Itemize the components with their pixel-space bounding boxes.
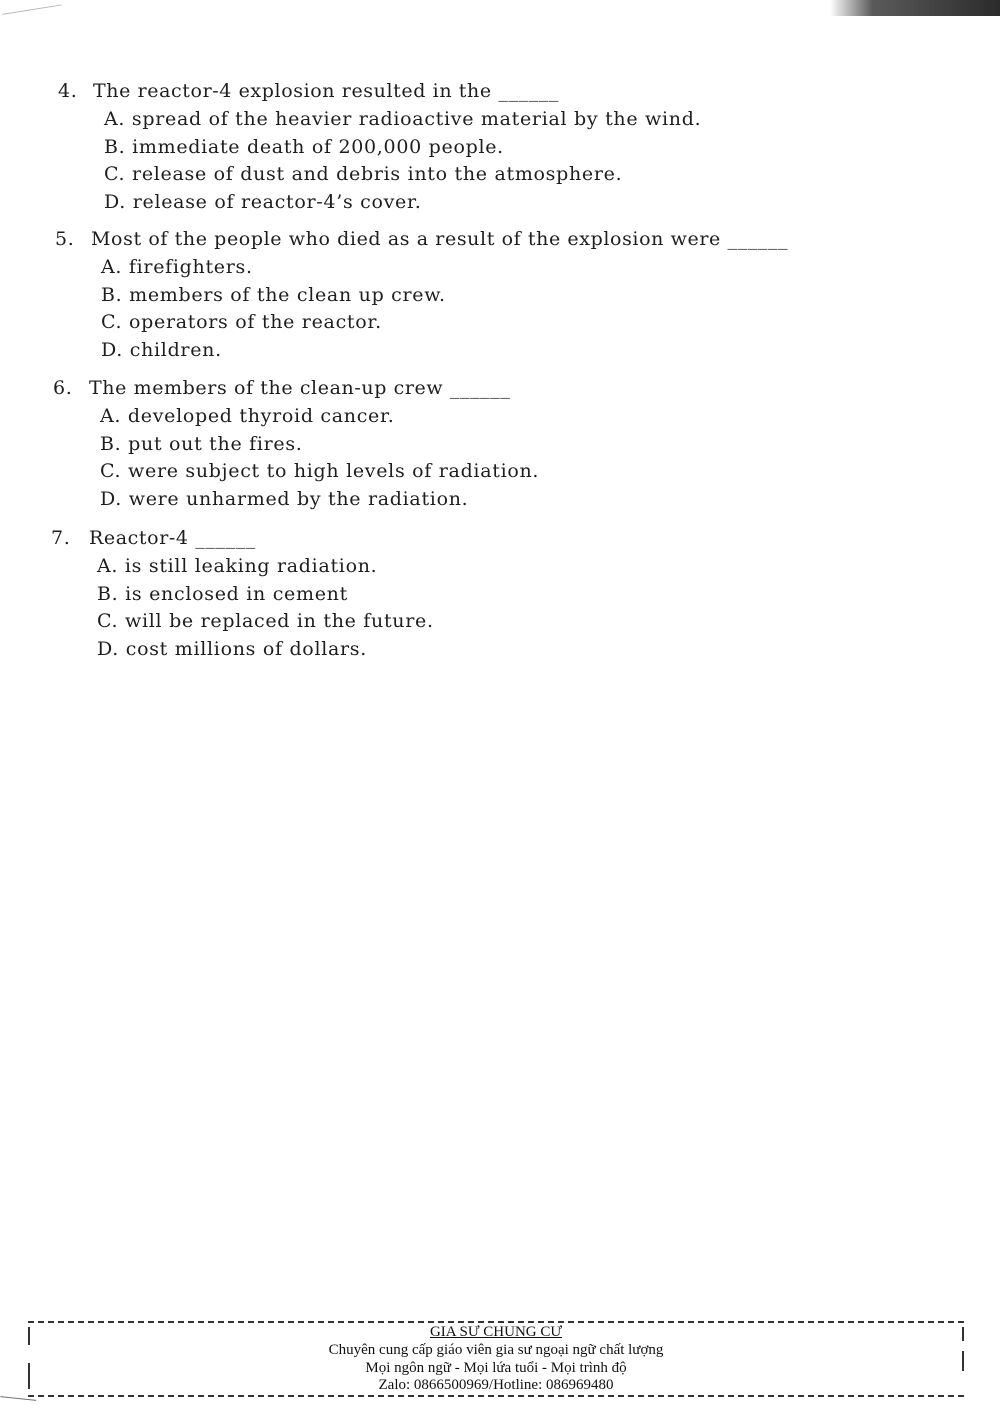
option-c: C. release of dust and debris into the atmosphere. (104, 163, 623, 185)
question-5 (0, 228, 900, 366)
scan-edge-mark (0, 1396, 36, 1407)
question-6 (0, 377, 900, 515)
option-c: C. will be replaced in the future. (97, 610, 434, 632)
footer-title: GIA SƯ CHUNG CƯ (429, 1324, 563, 1340)
question-stem: The members of the clean-up crew ______ (89, 377, 511, 399)
option-a: A. is still leaking radiation. (97, 555, 378, 577)
question-list (0, 0, 1000, 680)
option-d: D. cost millions of dollars. (97, 637, 367, 660)
option-a: A. firefighters. (101, 256, 253, 278)
option-b: B. is enclosed in cement (97, 582, 348, 605)
question-4 (0, 80, 900, 218)
option-a: A. spread of the heavier radioactive material by the wind. (104, 108, 702, 130)
question-number: 6. (53, 377, 73, 399)
option-b: B. members of the clean up crew. (101, 283, 446, 306)
question-number: 5. (55, 228, 75, 250)
footer-contact: Zalo: 0866500969/Hotline: 086969480 (378, 1377, 614, 1393)
option-d: D. were unharmed by the radiation. (100, 487, 469, 510)
option-c: C. operators of the reactor. (101, 311, 382, 333)
footer-subtitle: Mọi ngôn ngữ - Mọi lứa tuổi - Mọi trình độ (365, 1360, 627, 1376)
option-a: A. developed thyroid cancer. (100, 405, 395, 427)
option-d: D. children. (101, 338, 222, 361)
option-c: C. were subject to high levels of radiation. (100, 460, 540, 482)
question-stem: Most of the people who died as a result of the explosion were ______ (91, 228, 789, 250)
footer-box (28, 1321, 964, 1397)
option-b: B. immediate death of 200,000 people. (104, 135, 504, 158)
footer-tagline: Chuyên cung cấp giáo viên gia sư ngoại ngữ chất lượng (328, 1342, 664, 1358)
question-stem: The reactor-4 explosion resulted in the ______ (93, 80, 559, 102)
question-stem: Reactor-4 ______ (89, 527, 256, 549)
question-7 (0, 527, 900, 665)
question-number: 4. (58, 80, 78, 102)
question-number: 7. (51, 527, 71, 549)
option-d: D. release of reactor-4’s cover. (104, 190, 422, 213)
option-b: B. put out the fires. (100, 432, 303, 455)
